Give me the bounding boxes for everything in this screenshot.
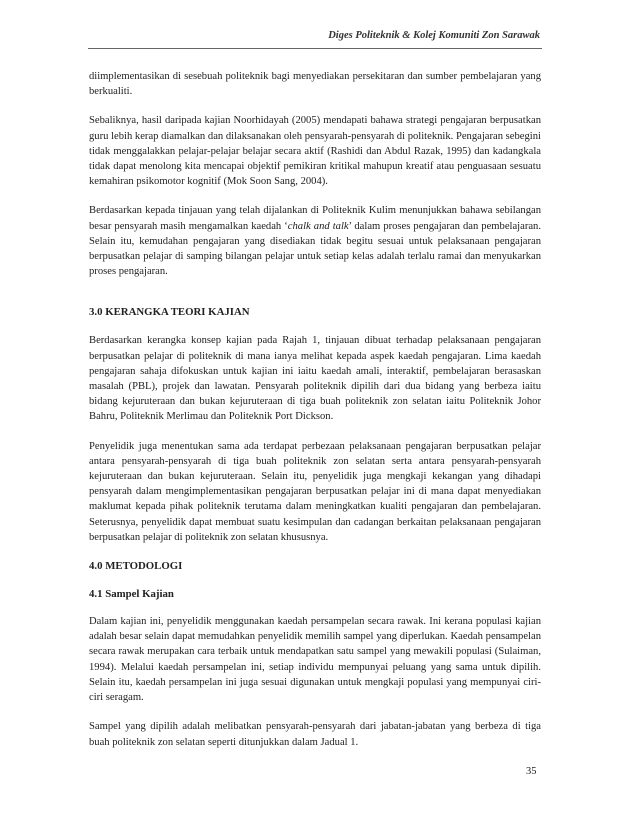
paragraph-noorhidayah: Sebaliknya, hasil daripada kajian Noorhidayah (2005) mendapati bahawa strategi pengajaran berpusatkan guru lebih kerap diamalkan dan dilaksanakan oleh pensyarah-pensyarah di politeknik. Pengajaran sebegini tidak menggalakkan pelajar-pelajar belajar secara aktif (Rashidi dan Abdul Razak, 1995) dan kadangkala tidak dapat menolong kita mencapai objektif pemikiran kritikal mahupun kreatif atau penguasaan sesuatu kemahiran psikomotor kognitif (Mok Soon Sang, 2004). bbox=[89, 115, 541, 188]
italic-term: chalk and talk bbox=[287, 220, 349, 232]
paragraph-kerangka: Berdasarkan kerangka konsep kajian pada Rajah 1, tinjauan dibuat terhadap pelaksanaan pengajaran berpusatkan pelajar di politeknik di mana ianya melihat kepada aspek kaedah pengajaran. Lima kaedah pengajaran sahaja difokuskan untuk kajian ini iaitu kaedah amali, interaktif, pembelajaran berasaskan masalah (PBL), projek dan lawatan. Pensyarah politeknik dipilih dari dua bidang yang berbeza iaitu bidang kejuruteraan dan bukan kejuruteraan di tiga buah politeknik zon selatan iaitu Politeknik Johor Bahru, Politeknik Merlimau dan Politeknik Port Dickson. bbox=[89, 335, 541, 423]
running-header: Diges Politeknik & Kolej Komuniti Zon Sarawak bbox=[328, 30, 540, 41]
section-heading-4: 4.0 METODOLOGI bbox=[89, 560, 183, 573]
header-rule bbox=[88, 48, 542, 49]
subsection-heading-4-1: 4.1 Sampel Kajian bbox=[89, 588, 174, 601]
section-heading-3: 3.0 KERANGKA TEORI KAJIAN bbox=[89, 306, 250, 319]
paragraph-politeknik-kulim bbox=[89, 203, 541, 279]
paragraph-sampel: Dalam kajian ini, penyelidik menggunakan kaedah persampelan secara rawak. Ini kerana populasi kajian adalah besar selain dapat memudahkan penyelidik memilih sampel yang diperlukan. Kaedah pensampelan secara rawak merupakan cara terbaik untuk mendapatkan satu sampel yang mewakili populasi (Sulaiman, 1994). Melalui kaedah persampelan ini, setiap individu mempunyai peluang yang sama untuk dipilih. Selain itu, kaedah persampelan ini juga sesuai digunakan untuk mengkaji populasi yang mempunyai ciri-ciri seragam. bbox=[89, 616, 541, 704]
page-body bbox=[89, 69, 541, 764]
paragraph-text: ’ dalam proses pengajaran dan pembelajaran. Selain itu, kemudahan pengajaran yang disediakan tidak begitu sesuai untuk pelaksanaan pengajaran berpusatkan pelajar di samping bilangan pelajar untuk setiap kelas adalah terlalu ramai dan menyukarkan proses pengajaran. bbox=[89, 220, 541, 278]
paragraph-continuation: diimplementasikan di sesebuah politeknik bagi menyediakan persekitaran dan sumber pembelajaran yang berkualiti. bbox=[89, 71, 541, 98]
paragraph-text: Berdasarkan kepada tinjauan yang telah dijalankan di Politeknik Kulim menunjukkan bahawa sebilangan besar pensyarah masih mengamalkan kaedah ‘ bbox=[89, 205, 541, 232]
paragraph-penyelidik: Penyelidik juga menentukan sama ada terdapat perbezaan pelaksanaan pengajaran berpusatkan pelajar antara pensyarah-pensyarah di tiga buah politeknik zon selatan serta antara pensyarah-pensyarah kejuruteraan dan bukan kejuruteraan. Selain itu, penyelidik juga mengkaji kekangan yang dihadapi pensyarah dalam mengimplementasikan pengajaran berpusatkan pelajar ini di mana dapat menyediakan maklumat kepada pihak politeknik terutama dalam meningkatkan kualiti pengajaran dan pembelajaran. Seterusnya, penyelidik dapat membuat suatu kesimpulan dan cadangan berkaitan pelaksanaan pengajaran berpusatkan pelajar di politeknik zon selatan khususnya. bbox=[89, 440, 541, 543]
paragraph-jadual: Sampel yang dipilih adalah melibatkan pensyarah-pensyarah dari jabatan-jabatan yang berbeza di tiga buah politeknik zon selatan seperti ditunjukkan dalam Jadual 1. bbox=[89, 721, 541, 748]
page-number: 35 bbox=[526, 766, 537, 777]
